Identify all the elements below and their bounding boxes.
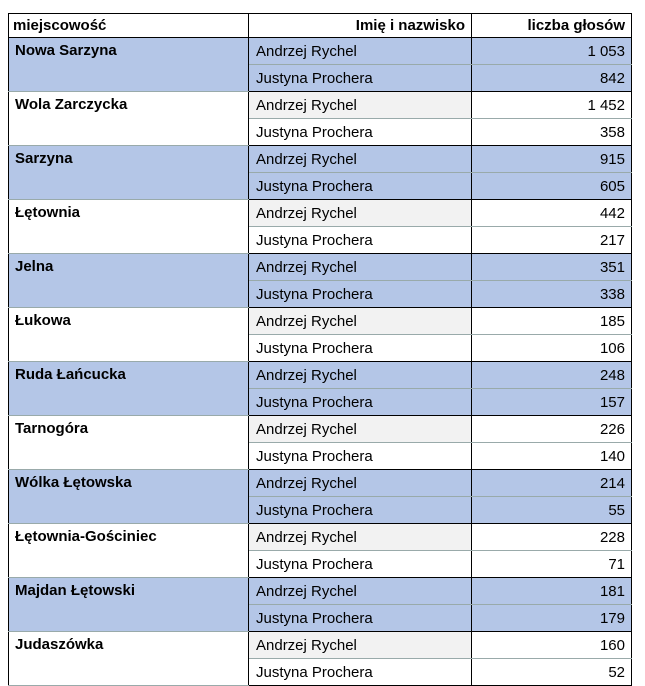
place-cell: Wólka Łętowska xyxy=(9,470,249,524)
candidate-cell: Justyna Prochera xyxy=(249,389,472,416)
votes-cell: 351 xyxy=(472,254,632,281)
votes-cell: 1 053 xyxy=(472,38,632,65)
place-cell: Łukowa xyxy=(9,308,249,362)
candidate-cell: Andrzej Rychel xyxy=(249,632,472,659)
header-votes: liczba głosów xyxy=(472,14,632,38)
table-row xyxy=(9,416,632,443)
candidate-cell: Justyna Prochera xyxy=(249,227,472,254)
candidate-cell: Andrzej Rychel xyxy=(249,254,472,281)
header-place: miejscowość xyxy=(9,14,249,38)
table-row xyxy=(9,38,632,65)
table-row xyxy=(9,200,632,227)
candidate-cell: Andrzej Rychel xyxy=(249,362,472,389)
votes-cell: 358 xyxy=(472,119,632,146)
place-cell: Tarnogóra xyxy=(9,416,249,470)
votes-cell: 214 xyxy=(472,470,632,497)
votes-cell: 157 xyxy=(472,389,632,416)
candidate-cell: Andrzej Rychel xyxy=(249,92,472,119)
votes-cell: 160 xyxy=(472,632,632,659)
votes-cell: 179 xyxy=(472,605,632,632)
votes-cell: 181 xyxy=(472,578,632,605)
place-cell: Majdan Łętowski xyxy=(9,578,249,632)
votes-cell: 140 xyxy=(472,443,632,470)
votes-cell: 52 xyxy=(472,659,632,686)
table-row xyxy=(9,470,632,497)
candidate-cell: Andrzej Rychel xyxy=(249,38,472,65)
candidate-cell: Andrzej Rychel xyxy=(249,200,472,227)
votes-cell: 185 xyxy=(472,308,632,335)
candidate-cell: Justyna Prochera xyxy=(249,551,472,578)
candidate-cell: Andrzej Rychel xyxy=(249,578,472,605)
votes-cell: 71 xyxy=(472,551,632,578)
candidate-cell: Andrzej Rychel xyxy=(249,146,472,173)
table-row xyxy=(9,308,632,335)
candidate-cell: Justyna Prochera xyxy=(249,119,472,146)
votes-cell: 1 452 xyxy=(472,92,632,119)
candidate-cell: Andrzej Rychel xyxy=(249,308,472,335)
table-row xyxy=(9,254,632,281)
place-cell: Jelna xyxy=(9,254,249,308)
place-cell: Sarzyna xyxy=(9,146,249,200)
candidate-cell: Justyna Prochera xyxy=(249,65,472,92)
candidate-cell: Justyna Prochera xyxy=(249,335,472,362)
votes-cell: 248 xyxy=(472,362,632,389)
place-cell: Judaszówka xyxy=(9,632,249,686)
place-cell: Łętownia xyxy=(9,200,249,254)
votes-cell: 228 xyxy=(472,524,632,551)
header-name: Imię i nazwisko xyxy=(249,14,472,38)
candidate-cell: Justyna Prochera xyxy=(249,443,472,470)
candidate-cell: Andrzej Rychel xyxy=(249,416,472,443)
candidate-cell: Andrzej Rychel xyxy=(249,524,472,551)
candidate-cell: Justyna Prochera xyxy=(249,497,472,524)
votes-cell: 55 xyxy=(472,497,632,524)
header-row xyxy=(9,14,632,38)
votes-cell: 338 xyxy=(472,281,632,308)
votes-cell: 106 xyxy=(472,335,632,362)
table-row xyxy=(9,92,632,119)
votes-cell: 605 xyxy=(472,173,632,200)
table-row xyxy=(9,632,632,659)
candidate-cell: Justyna Prochera xyxy=(249,659,472,686)
table-row xyxy=(9,146,632,173)
votes-cell: 442 xyxy=(472,200,632,227)
candidate-cell: Justyna Prochera xyxy=(249,605,472,632)
place-cell: Wola Zarczycka xyxy=(9,92,249,146)
candidate-cell: Andrzej Rychel xyxy=(249,470,472,497)
candidate-cell: Justyna Prochera xyxy=(249,281,472,308)
place-cell: Ruda Łańcucka xyxy=(9,362,249,416)
place-cell: Łętownia-Gościniec xyxy=(9,524,249,578)
votes-cell: 842 xyxy=(472,65,632,92)
votes-cell: 226 xyxy=(472,416,632,443)
table-row xyxy=(9,524,632,551)
results-table xyxy=(8,13,632,686)
votes-cell: 915 xyxy=(472,146,632,173)
votes-cell: 217 xyxy=(472,227,632,254)
table-row xyxy=(9,362,632,389)
table-body xyxy=(9,38,632,686)
candidate-cell: Justyna Prochera xyxy=(249,173,472,200)
place-cell: Nowa Sarzyna xyxy=(9,38,249,92)
table-row xyxy=(9,578,632,605)
